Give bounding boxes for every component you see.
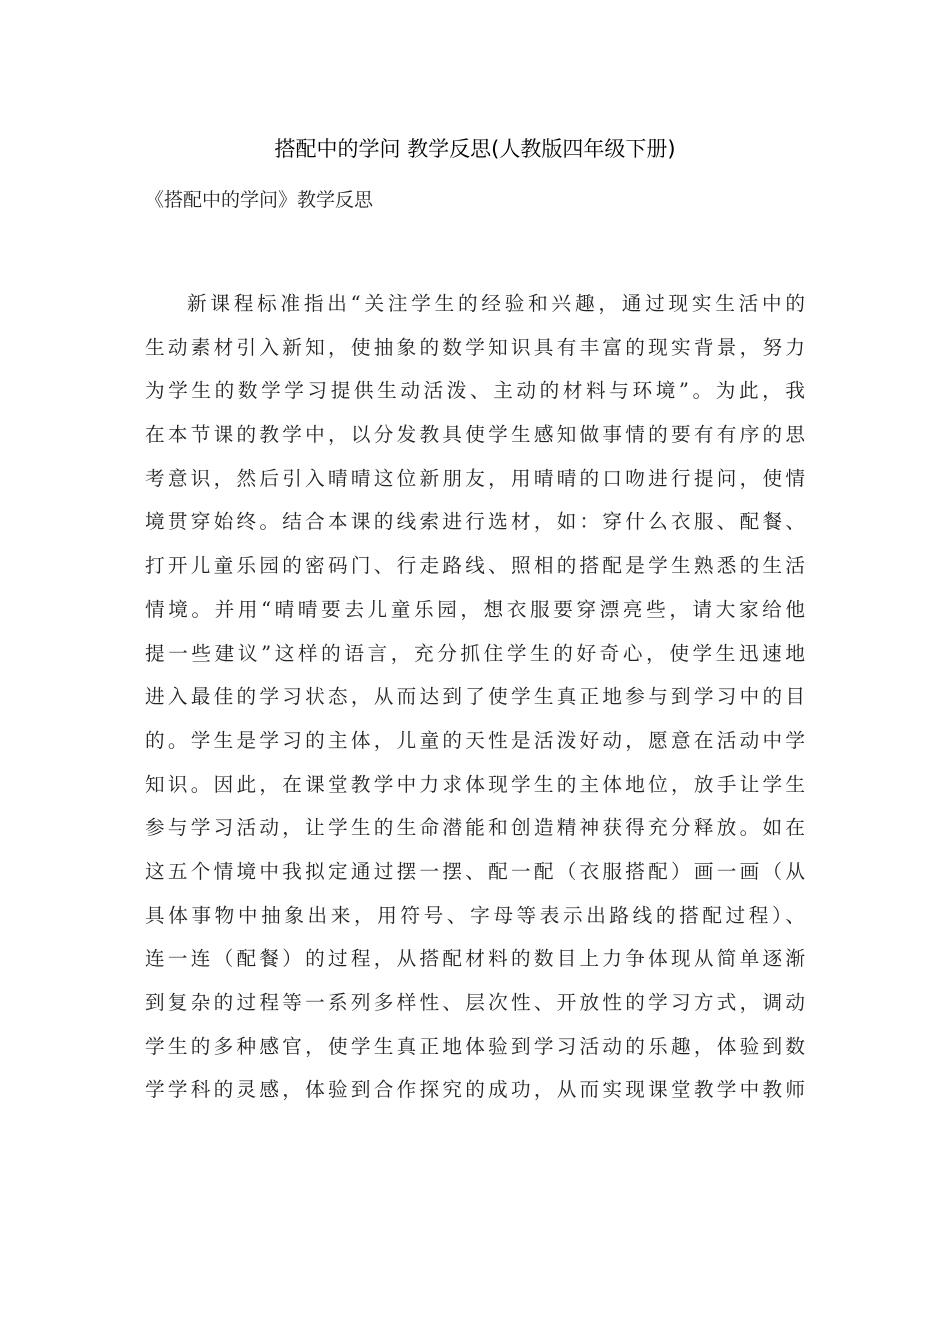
body-line: 在本节课的教学中，以分发教具使学生感知做事情的要有有序的思	[145, 423, 805, 447]
body-line: 进入最佳的学习状态，从而达到了使学生真正地参与到学习中的目	[145, 685, 805, 709]
body-line: 打开儿童乐园的密码门、行走路线、照相的搭配是学生熟悉的生活	[145, 554, 805, 578]
body-line: 新课程标准指出“关注学生的经验和兴趣，通过现实生活中的	[187, 292, 805, 315]
body-line: 知识。因此，在课堂教学中力求体现学生的主体地位，放手让学生	[145, 772, 805, 796]
body-line: 生动素材引入新知，使抽象的数学知识具有丰富的现实背景，努力	[145, 335, 805, 359]
document-title: 搭配中的学问 教学反思(人教版四年级下册)	[274, 137, 676, 161]
body-line: 参与学习活动，让学生的生命潜能和创造精神获得充分释放。如在	[145, 816, 805, 840]
body-line: 提一些建议”这样的语言，充分抓住学生的好奇心，使学生迅速地	[145, 641, 805, 665]
body-line: 具体事物中抽象出来，用符号、字母等表示出路线的搭配过程）、	[145, 903, 805, 927]
body-line: 情境。并用“晴晴要去儿童乐园，想衣服要穿漂亮些，请大家给他	[145, 597, 805, 621]
body-line: 到复杂的过程等一系列多样性、层次性、开放性的学习方式，调动	[145, 991, 805, 1014]
body-line: 连一连（配餐）的过程，从搭配材料的数目上力争体现从简单逐渐	[145, 947, 805, 971]
body-line: 考意识，然后引入晴晴这位新朋友，用晴晴的口吻进行提问，使情	[145, 466, 805, 490]
body-line: 的。学生是学习的主体，儿童的天性是活泼好动，愿意在活动中学	[145, 728, 805, 752]
body-line: 学学科的灵感，体验到合作探究的成功，从而实现课堂教学中教师	[145, 1078, 805, 1102]
body-line: 为学生的数学学习提供生动活泼、主动的材料与环境”。为此，我	[145, 379, 805, 403]
body-line: 境贯穿始终。结合本课的线索进行选材，如：穿什么衣服、配餐、	[145, 510, 805, 534]
document-subtitle: 《搭配中的学问》教学反思	[145, 189, 374, 211]
document-body	[145, 282, 805, 1112]
body-line: 学生的多种感官，使学生真正地体验到学习活动的乐趣，体验到数	[145, 1034, 805, 1058]
body-line: 这五个情境中我拟定通过摆一摆、配一配（衣服搭配）画一画（从	[145, 859, 805, 883]
